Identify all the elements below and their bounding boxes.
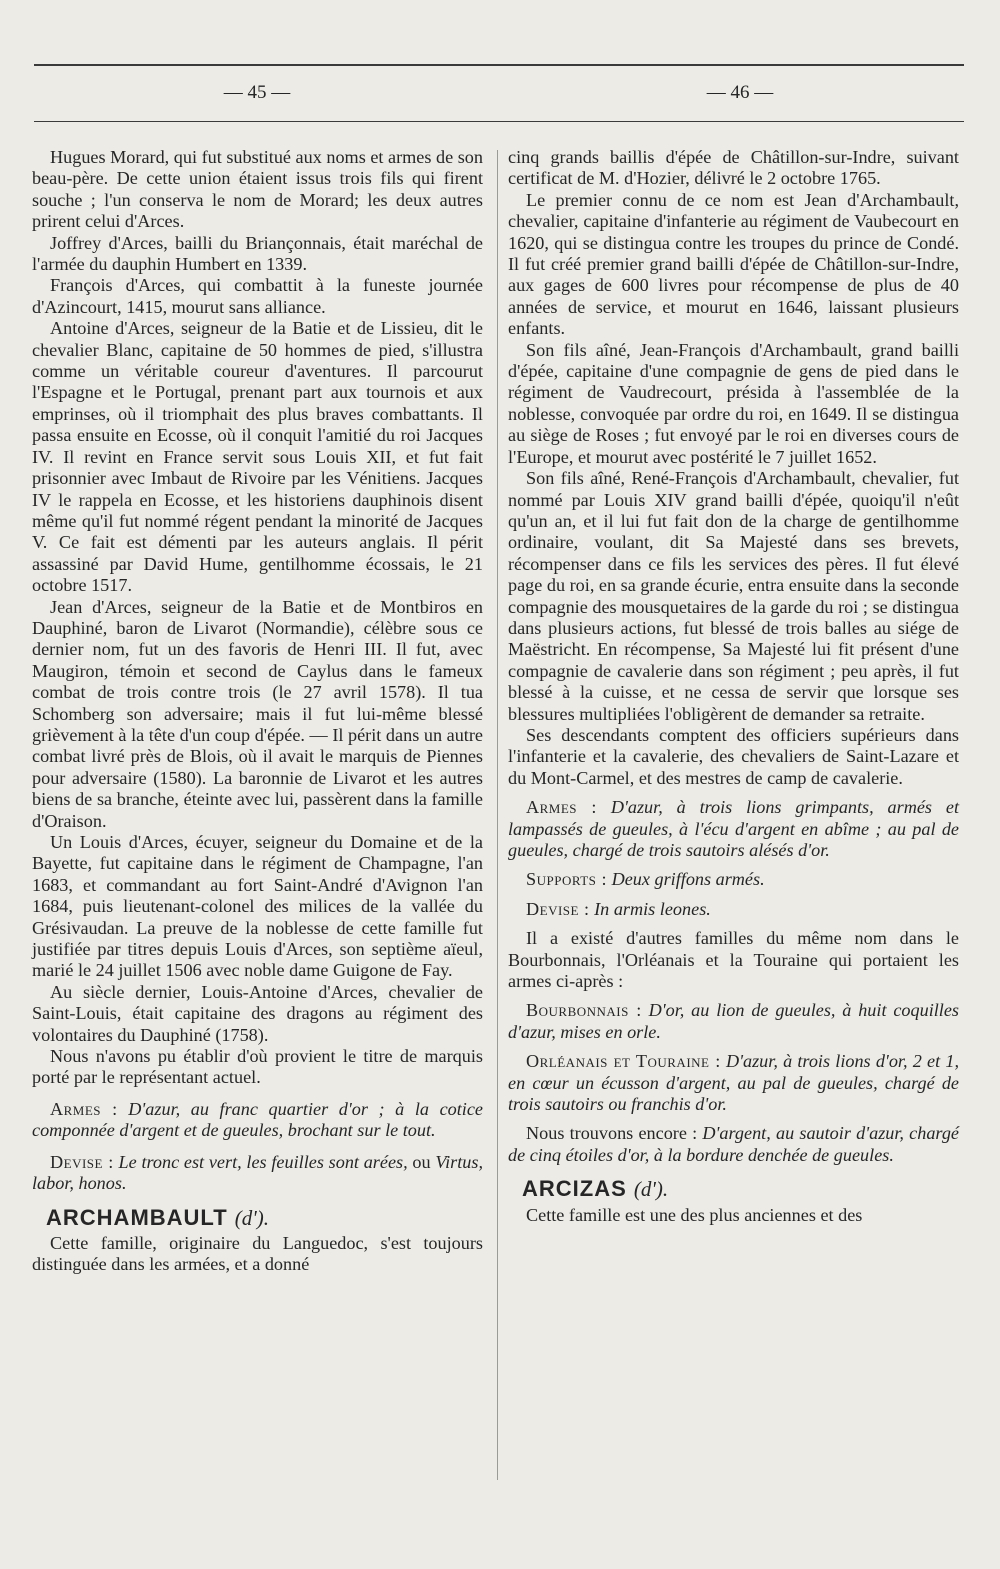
devise-text-1: Le tronc est vert, les feuilles sont arées, <box>118 1151 408 1172</box>
devise-entry <box>32 1152 483 1195</box>
armes-label: Armes : <box>50 1098 118 1119</box>
armes-entry <box>32 1099 483 1142</box>
devise-ou: ou <box>412 1151 431 1172</box>
supports-text: Deux griffons armés. <box>611 869 765 890</box>
heading-name: ARCIZAS <box>522 1176 627 1202</box>
paragraph: Joffrey d'Arces, bailli du Briançonnais, était maréchal de l'armée du dauphin Humbert en 1339. <box>32 232 483 275</box>
heading-suffix: (d'). <box>633 1177 669 1202</box>
armes-label: Armes : <box>526 797 597 818</box>
left-column <box>32 147 483 1276</box>
page-number-left: — 45 — <box>223 82 291 103</box>
paragraph: Jean d'Arces, seigneur de la Batie et de Montbiros en Dauphiné, baron de Livarot (Normandie), célèbre sous ce dernier nom, fut un des favoris de Henri III. Il fut, avec Maugiron, témoin et second de Caylus dans le fameux combat de trois contre trois (le 27 avril 1578). Il tua Schomberg son adversaire; mais il fut lui-même blessé grièvement à la tête d'un coup d'épée. — Il périt dans un autre combat livré près de Blois, où il avait le marquis de Piennes pour adversaire (1580). La baronnie de Livarot et les autres biens de sa branche, éteinte avec lui, passèrent dans la famille d'Oraison. <box>32 596 483 831</box>
paragraph: Ses descendants comptent des officiers supérieurs dans l'infanterie et la cavalerie, des chevaliers de Saint-Lazare et du Mont-Carmel, et des mestres de camp de cavalerie. <box>508 724 959 788</box>
orleanais-text: D'azur, à trois lions d'or, 2 et 1, en cœur un écusson d'argent, au pal de gueules, chargé de trois sautoirs ou franchis d'or. <box>508 1051 960 1115</box>
supports-label: Supports : <box>526 869 608 890</box>
paragraph: Un Louis d'Arces, écuyer, seigneur du Domaine et de la Bayette, fut capitaine dans le régiment de Champagne, l'an 1683, et commandant au fort Saint-André d'Avignon l'an 1684, puis lieutenant-colonel des milices de la vallée du Grésivaudan. La preuve de la noblesse de cette famille fut justifiée par titres depuis Louis d'Arces, son septième aïeul, marié le 24 juillet 1506 avec noble dame Guigone de Fay. <box>32 832 483 981</box>
paragraph: Cette famille, originaire du Languedoc, s'est toujours distinguée dans les armées, et a donné <box>32 1232 483 1275</box>
encore-text: D'argent, au sautoir d'azur, chargé de cinq étoiles d'or, à la bordure denchée de gueules. <box>508 1123 959 1165</box>
paragraph: Cette famille est une des plus anciennes et des <box>526 1204 863 1225</box>
paragraph: Nous n'avons pu établir d'où provient le titre de marquis porté par le représentant actuel. <box>32 1046 483 1088</box>
paragraph: Antoine d'Arces, seigneur de la Batie et de Lissieu, dit le chevalier Blanc, capitaine de 50 hommes de pied, s'illustra comme un véritable coureur d'aventures. Il parcourut l'Espagne et le Portugal, prenant part aux tournois et aux emprinses, où il triomphait des plus braves combattants. Il passa ensuite en Ecosse, où il conquit l'amitié du roi Jacques IV. Il revint en France servit sous Louis XII, et fut fait prisonnier avec Imbaut de Rivoire par les Vénitiens. Jacques IV le rappela en Ecosse, et les historiens dauphinois disent même qu'il fut nommé régent pendant la minorité de Jacques V. Ce fait est démenti par les auteurs anglais. Il périt assassiné par David Hume, gentilhomme écossais, le 21 octobre 1517. <box>32 318 483 596</box>
paragraph: Au siècle dernier, Louis-Antoine d'Arces, chevalier de Saint-Louis, était capitaine des dragons au régiment des volontaires du Dauphiné (1758). <box>32 981 483 1045</box>
encore-entry <box>508 1123 959 1166</box>
paragraph: Il a existé d'autres familles du même nom dans le Bourbonnais, l'Orléanais et la Touraine qui portaient les armes ci-après : <box>508 928 959 992</box>
bourbonnais-entry <box>508 1000 959 1043</box>
top-rule <box>34 64 964 66</box>
paragraph: Hugues Morard, qui fut substitué aux noms et armes de son beau-père. De cette union étaient issus trois fils qui firent souche ; l'un conserva le nom de Morard; les deux autres prirent celui d'Arces. <box>32 147 483 232</box>
page-number-right: — 46 — <box>706 82 774 103</box>
header-rule <box>34 121 964 122</box>
section-heading-archambault <box>32 1204 483 1230</box>
paragraph: cinq grands baillis d'épée de Châtillon-sur-Indre, suivant certificat de M. d'Hozier, délivré le 2 octobre 1765. <box>508 147 959 189</box>
armes-text: D'azur, au franc quartier d'or ; à la cotice componnée d'argent et de gueules, brochant sur le tout. <box>32 1098 483 1141</box>
paragraph: Son fils aîné, Jean-François d'Archambault, grand bailli d'épée, capitaine d'une compagnie de gens de pied dans le régiment de Vaudrecourt, présida à l'assemblée de la noblesse, convoquée par ordre du roi, en 1649. Il se distingua au siège de Roses ; fut envoyé par le roi en diverses cours de l'Europe, et mourut avec postérité le 7 juillet 1652. <box>508 339 959 467</box>
right-column <box>508 147 959 1226</box>
heading-name: ARCHAMBAULT <box>46 1204 228 1230</box>
armes-entry <box>508 797 959 861</box>
paragraph: Son fils aîné, René-François d'Archambault, chevalier, fut nommé par Louis XIV grand bailli d'épée, quoiqu'il n'eût qu'un an, et il lui fut fait don de la charge de gentilhomme ordinaire, voulant, dit Sa Majesté dans ses brevets, récompenser dans ce fils les services des pères. Il fut élevé page du roi, en sa grande écurie, entra ensuite dans la seconde compagnie des mousquetaires de la garde du roi ; se distingua dans plusieurs actions, fut blessé de trois balles au siége de Maëstricht. En récompense, Sa Majesté lui fit présent d'une compagnie de cavalerie dans son régiment ; peu après, il fut blessé à la cuisse, et ne cessa de servir que lorsque ses blessures multipliées l'obligèrent de demander sa retraite. <box>508 468 959 724</box>
armes-text: D'azur, à trois lions grimpants, armés et lampassés de gueules, à l'écu d'argent en abîme ; au pal de gueules, chargé de trois sautoirs alésés d'or. <box>508 797 960 860</box>
devise-label: Devise : <box>526 898 590 919</box>
devise-text-2: Virtus, labor, honos. <box>32 1151 484 1194</box>
bourbonnais-text: D'or, au lion de gueules, à huit coquilles d'azur, mises en orle. <box>508 1000 960 1042</box>
section-heading-arcizas <box>508 1178 959 1200</box>
bourbonnais-label: Bourbonnais : <box>526 1000 642 1021</box>
devise-label: Devise : <box>50 1151 114 1172</box>
heading-suffix: (d'). <box>234 1205 270 1230</box>
devise-text: In armis leones. <box>594 898 711 919</box>
paragraph: François d'Arces, qui combattit à la funeste journée d'Azincourt, 1415, mourut sans alliance. <box>32 275 483 317</box>
orleanais-label: Orléanais et Touraine : <box>526 1051 721 1072</box>
devise-entry <box>508 899 959 920</box>
encore-lead: Nous trouvons encore : <box>526 1123 698 1144</box>
orleanais-entry <box>508 1051 959 1115</box>
column-separator <box>497 150 498 1480</box>
paragraph: Le premier connu de ce nom est Jean d'Archambault, chevalier, capitaine d'infanterie au régiment de Vaubecourt en 1620, qui se distingua contre les troupes du prince de Condé. Il fut créé premier grand bailli d'épée de Châtillon-sur-Indre, aux gages de 600 livres pour récompense de plus de 40 années de service, et mourut en 1646, laissant plusieurs enfants. <box>508 189 959 339</box>
supports-entry <box>508 869 959 890</box>
